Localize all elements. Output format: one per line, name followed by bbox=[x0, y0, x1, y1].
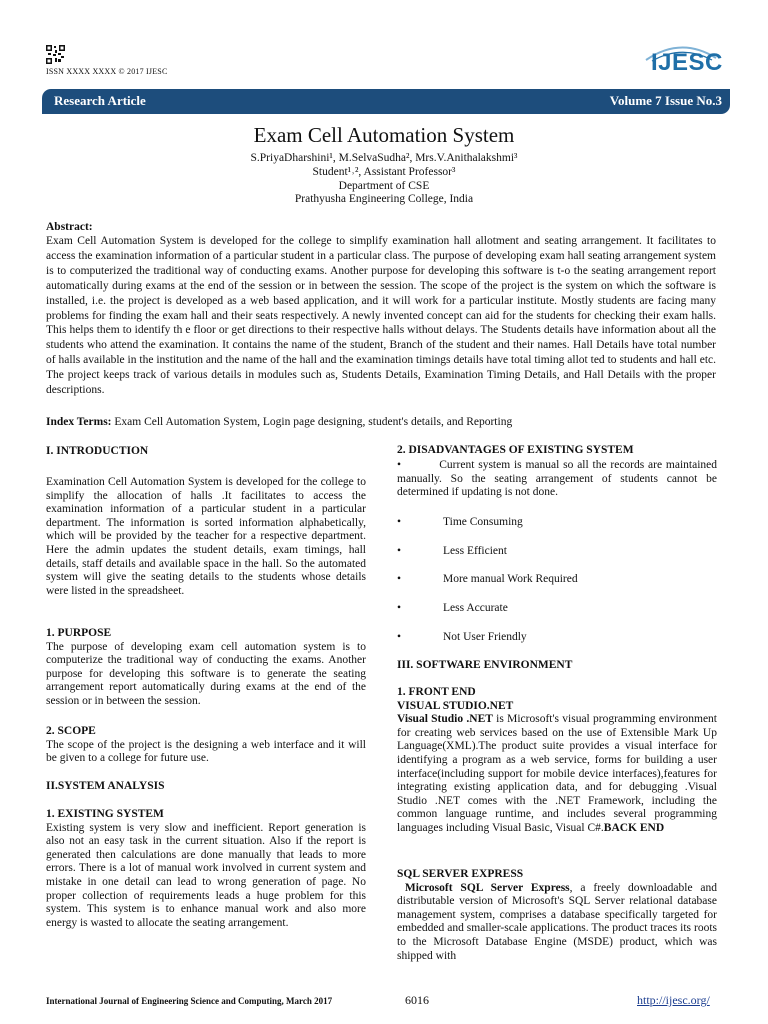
bullet: • bbox=[397, 602, 402, 614]
visual-studio-heading: VISUAL STUDIO.NET bbox=[397, 699, 514, 712]
index-terms bbox=[46, 416, 726, 428]
bullet: • bbox=[397, 631, 402, 643]
scope-text: The scope of the project is the designing a web interface and it will be given to a college for future use. bbox=[46, 738, 366, 765]
intro-text: Examination Cell Automation System is developed for the college to simplify the allocation of halls .It facilitates to access the examination information of a particular student in a particular department. The information is sorted information alphabetically, which will be provided by the teacher for a respective department. Here the admin updates the student details, exam timings, hall details, staff details and available space in the hall. So the automated system will give the seating details to the students whose details were listed in the spreadsheet. bbox=[46, 476, 366, 597]
existing-text: Existing system is very slow and inefficient. Report generation is also not an easy task in the current situation. Also if the report is generated then calculations are done manually that leads to more errors. There is a lot of manual work involved in current system and mistake in one detail can lead to wrong generation of page. No proper collection of requirements leads a huge problem for this system. This system is to enhance manual work and also more energy is wasted to allocate the seating arrangement. bbox=[46, 821, 366, 929]
index-terms-text: Exam Cell Automation System, Login page designing, student's details, and Reporting bbox=[111, 416, 513, 428]
intro-block bbox=[46, 476, 366, 598]
sql-bold: Microsoft SQL Server Express bbox=[404, 881, 570, 894]
purpose-heading: 1. PURPOSE bbox=[46, 627, 112, 639]
scope-heading: 2. SCOPE bbox=[46, 725, 96, 737]
existing-heading: 1. EXISTING SYSTEM bbox=[46, 808, 164, 820]
list-item-label: More manual Work Required bbox=[443, 573, 578, 585]
list-item-label: Time Consuming bbox=[443, 516, 523, 528]
volume-issue: Volume 7 Issue No.3 bbox=[609, 93, 722, 108]
existing-block bbox=[46, 808, 366, 930]
sql-text: , a freely downloadable and distributable version of Microsoft's SQL Server relational database management system, comprises a database specifically targeted for embedded and smaller-scale applications. The product traces its roots to the Microsoft Database Engine (MSDE) product, which was shipped with bbox=[397, 881, 718, 962]
visual-studio-text: is Microsoft's visual programming environment for creating web services based on the use of Extensible Mark Up Language(XML).The product suite provides a visual interface for identifying a program as a web service, forms for building a user interface(including support for mobile device interfaces),features for integrating existing application data, and for debugging .Visual Studio .NET comes with the .NET Framework, including the common language runtime, and includes several programming languages including Visual Basic, Visual C#. bbox=[397, 713, 717, 834]
bullet: • bbox=[397, 459, 402, 471]
bullet: • bbox=[397, 573, 402, 585]
disadvantages-block bbox=[397, 444, 717, 458]
back-end-heading: BACK END bbox=[603, 821, 665, 834]
index-terms-label: Index Terms: bbox=[46, 416, 112, 428]
software-env-heading: III. SOFTWARE ENVIRONMENT bbox=[397, 659, 573, 671]
disadvantages-para bbox=[397, 459, 717, 500]
disadvantages-text: Current system is manual so all the records are maintained manually. So the seating arrangement of students cannot be determined if updating is not done. bbox=[397, 459, 718, 499]
list-item-label: Less Accurate bbox=[443, 602, 508, 614]
sql-heading: SQL SERVER EXPRESS bbox=[397, 868, 524, 880]
intro-heading: I. INTRODUCTION bbox=[46, 445, 149, 457]
footer-link[interactable]: http://ijesc.org/ bbox=[637, 993, 710, 1007]
authors: S.PriyaDharshini¹, M.SelvaSudha², Mrs.V.Anithalakshmi³ bbox=[250, 152, 518, 164]
qr-code-icon bbox=[46, 45, 65, 64]
article-type: Research Article bbox=[54, 93, 146, 108]
bullet: • bbox=[397, 545, 402, 557]
purpose-block bbox=[46, 627, 366, 709]
front-end-heading: 1. FRONT END bbox=[397, 686, 476, 698]
analysis-block bbox=[46, 780, 366, 794]
bullet: • bbox=[397, 516, 402, 528]
issn-line: ISSN XXXX XXXX © 2017 IJESC bbox=[46, 67, 168, 76]
department: Department of CSE bbox=[338, 180, 430, 192]
front-end-block bbox=[397, 686, 717, 836]
paper-title: Exam Cell Automation System bbox=[253, 123, 515, 147]
logo-text: IJESC bbox=[651, 49, 723, 76]
software-env-block bbox=[397, 659, 717, 673]
author-roles: Student¹˒², Assistant Professor³ bbox=[312, 166, 456, 178]
sql-block bbox=[397, 868, 717, 963]
disadvantages-heading: 2. DISADVANTAGES OF EXISTING SYSTEM bbox=[397, 444, 634, 456]
list-item-label: Less Efficient bbox=[443, 545, 507, 557]
scope-block bbox=[46, 725, 366, 766]
footer-journal: International Journal of Engineering Science and Computing, March 2017 bbox=[46, 996, 333, 1006]
page-number: 6016 bbox=[405, 993, 429, 1007]
college: Prathyusha Engineering College, India bbox=[294, 193, 474, 205]
analysis-heading: II.SYSTEM ANALYSIS bbox=[46, 780, 165, 792]
abstract-heading: Abstract: bbox=[46, 221, 93, 233]
article-band bbox=[42, 89, 730, 114]
left-column bbox=[46, 445, 366, 459]
list-item-label: Not User Friendly bbox=[443, 631, 527, 643]
visual-studio-bold: Visual Studio .NET bbox=[397, 713, 493, 726]
abstract-text: Exam Cell Automation System is developed for the college to simplify examination hall allotment and seating arrangement. It facilitates to access the examination information of a particular student in a particular class. The purpose of developing exam hall seating arrangement system is to computerized the traditional way of conducting exams. Another purpose for developing this software is t-o the seating arrangement report automatically during exams at the end of the session or in between the session. The scope of the project is the system on which the software is installed, i.e. the project is developed as a web based application, and it will work for a particular institute. Mostly students are facing many problems for finding the exam hall and their seats respectively. A newly invented concept can aid for the students for checking their exam halls. This helps them to identify th e floor or get directions to their respective halls without delays. The Students details have information about all the students who attend the examination. It contains the name of the student, Branch of the student and their names. Hall Details have total number of halls available in the institution and the name of the hall and the examination timings details have total timing allot ted to students and hall etc. The project keeps track of various details in modules such as, Students Details, Examination Timing Details, and Hall Details with the proper descriptions. bbox=[46, 235, 716, 397]
purpose-text: The purpose of developing exam cell automation system is to computerize the traditional way of conducting the exams. Another purpose for developing this software is to generate the seating arrangement report automatically during exams at the end of the session or in between the session. bbox=[46, 640, 366, 707]
